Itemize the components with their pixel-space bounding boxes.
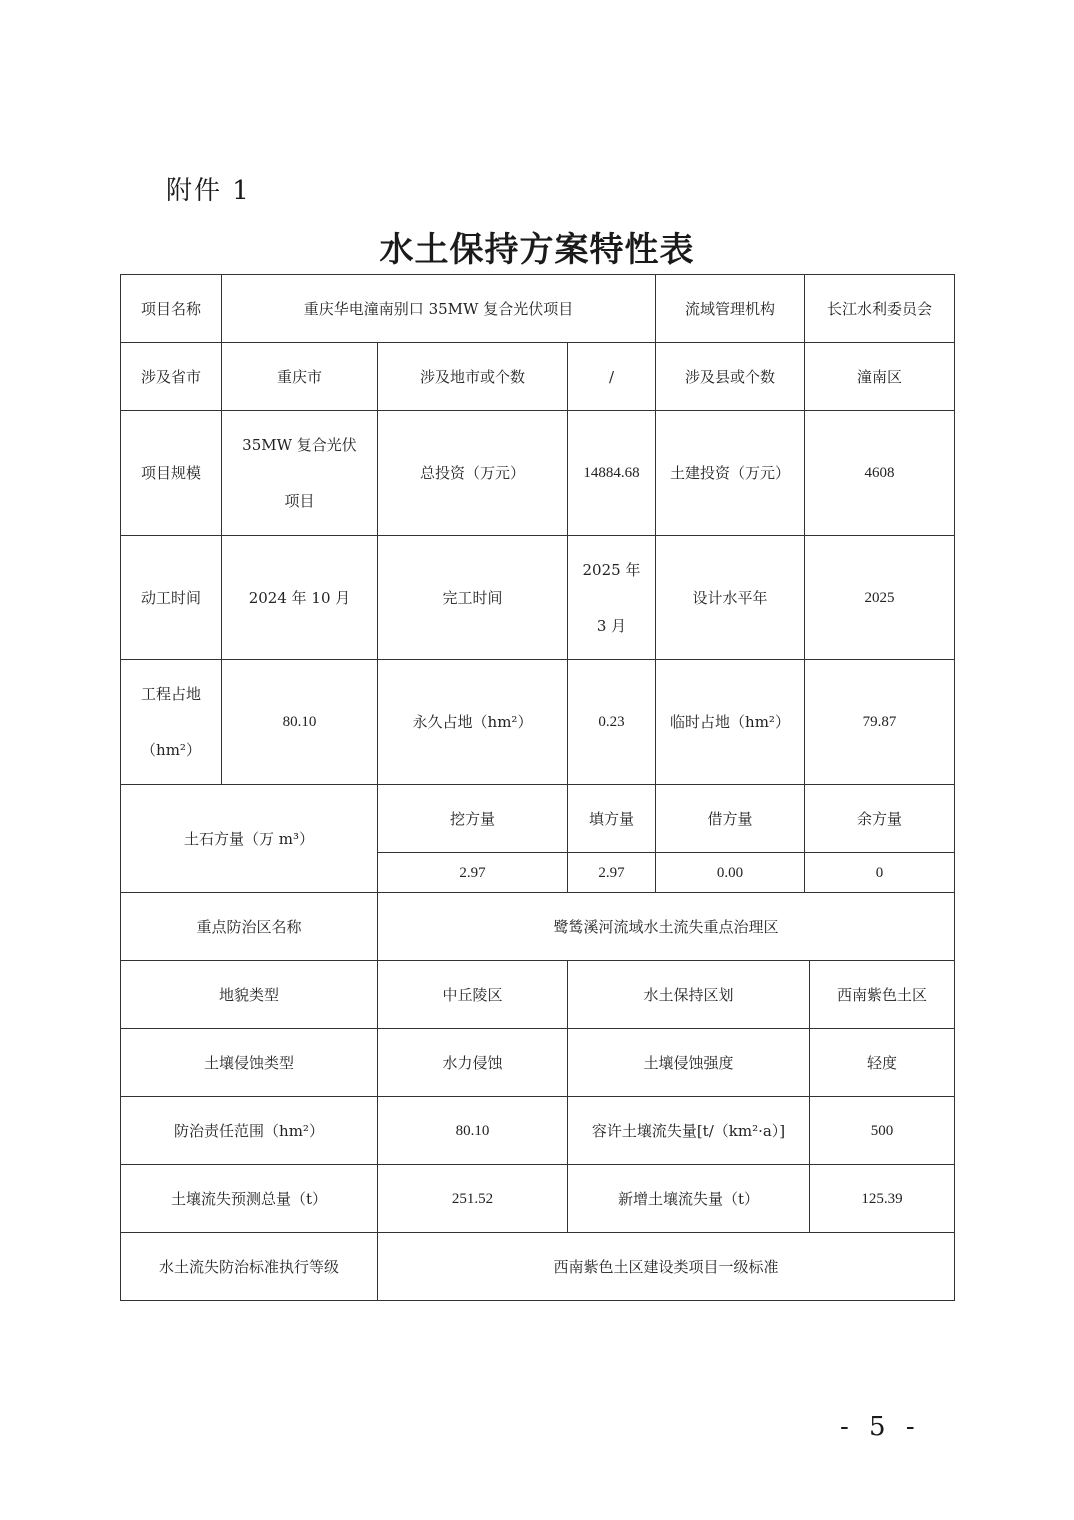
- scope-value: 80.10: [455, 1122, 490, 1139]
- area-label: 工程占地 （hm²）: [140, 685, 201, 759]
- city-label: 涉及地市或个数: [419, 367, 525, 386]
- zone-value: 西南紫色土区: [836, 985, 927, 1004]
- landform-label: 地貌类型: [218, 985, 279, 1004]
- scale-label: 项目规模: [140, 464, 201, 482]
- attachment-label: 附件 1: [166, 176, 251, 206]
- allowable-label: 容许土壤流失量[t/（km²·a）]: [591, 1121, 786, 1140]
- standard-label: 水土流失防治标准执行等级: [158, 1257, 339, 1276]
- key-area-value: 鹭鸶溪河流域水土流失重点治理区: [553, 917, 779, 936]
- key-area-label: 重点防治区名称: [196, 917, 302, 936]
- earth-volume-label: 土石方量（万 m³）: [183, 829, 314, 848]
- scope-label: 防治责任范围（hm²）: [174, 1121, 324, 1140]
- city-value: /: [608, 367, 615, 386]
- design-year-value: 2025: [864, 589, 895, 606]
- civil-invest-value: 4608: [864, 465, 895, 481]
- new-loss-value: 125.39: [861, 1190, 903, 1207]
- fill-value: 2.97: [598, 864, 625, 881]
- erosion-intensity-label: 土壤侵蚀强度: [643, 1053, 734, 1072]
- permanent-label: 永久占地（hm²）: [412, 713, 533, 731]
- landform-value: 中丘陵区: [442, 985, 503, 1004]
- erosion-type-label: 土壤侵蚀类型: [203, 1053, 294, 1072]
- scale-value: 35MW 复合光伏项目: [242, 436, 357, 510]
- erosion-intensity-value: 轻度: [866, 1053, 897, 1072]
- project-name-label: 项目名称: [140, 299, 201, 318]
- area-value: 80.10: [282, 714, 317, 730]
- borrow-value: 0.00: [716, 864, 744, 881]
- cut-label: 挖方量: [449, 809, 495, 828]
- new-loss-label: 新增土壤流失量（t）: [617, 1189, 760, 1208]
- temporary-label: 临时占地（hm²）: [670, 713, 790, 731]
- project-name-value: 重庆华电潼南别口 35MW 复合光伏项目: [303, 299, 574, 318]
- standard-value: 西南紫色土区建设类项目一级标准: [553, 1257, 779, 1276]
- page-title: 水土保持方案特性表: [379, 230, 695, 270]
- zone-label: 水土保持区划: [643, 985, 734, 1004]
- finish-label: 完工时间: [442, 588, 503, 607]
- surplus-value: 0: [875, 864, 884, 881]
- invest-value: 14884.68: [583, 465, 640, 481]
- finish-value: 2025 年 3 月: [582, 560, 641, 635]
- basin-org-value: 长江水利委员会: [826, 299, 932, 318]
- civil-invest-label: 土建投资（万元）: [669, 464, 790, 482]
- county-label: 涉及县或个数: [684, 367, 775, 386]
- temporary-value: 79.87: [862, 714, 897, 730]
- basin-org-label: 流域管理机构: [684, 299, 775, 318]
- predicted-value: 251.52: [451, 1190, 494, 1207]
- invest-label: 总投资（万元）: [419, 464, 525, 482]
- province-label: 涉及省市: [140, 367, 201, 386]
- start-value: 2024 年 10 月: [248, 588, 351, 607]
- province-value: 重庆市: [276, 367, 322, 386]
- allowable-value: 500: [870, 1122, 894, 1139]
- fill-label: 填方量: [588, 809, 634, 828]
- borrow-label: 借方量: [707, 809, 753, 828]
- county-value: 潼南区: [856, 367, 902, 386]
- permanent-value: 0.23: [598, 714, 625, 730]
- start-label: 动工时间: [140, 588, 201, 607]
- cut-value: 2.97: [459, 864, 486, 881]
- surplus-label: 余方量: [856, 809, 902, 828]
- predicted-label: 土壤流失预测总量（t）: [170, 1189, 328, 1208]
- erosion-type-value: 水力侵蚀: [442, 1053, 503, 1072]
- page-number: - 5 -: [840, 1412, 921, 1442]
- design-year-label: 设计水平年: [692, 588, 768, 607]
